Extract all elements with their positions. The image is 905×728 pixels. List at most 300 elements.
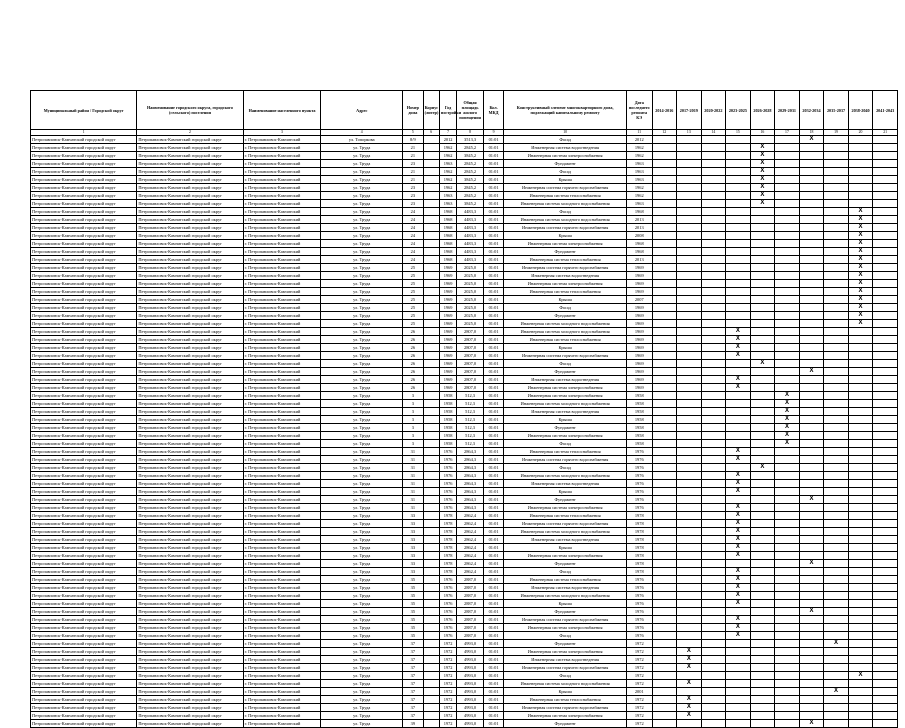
structural-element-cell: Фасад (504, 672, 627, 680)
district-cell: Петропавловск-Камчатский городской округ (31, 656, 137, 664)
period-cell (824, 672, 849, 680)
street-cell: ул. Труда (321, 448, 403, 456)
period-cell (677, 608, 702, 616)
table-row (31, 192, 898, 200)
mkd-count-cell: 01:01 (483, 552, 503, 560)
build-year-cell: 1969 (439, 368, 456, 376)
period-cell (652, 264, 677, 272)
build-year-cell: 1968 (439, 232, 456, 240)
last-repair-cell: 1976 (626, 592, 652, 600)
period-cell (652, 656, 677, 664)
period-cell (652, 544, 677, 552)
period-cell: X (677, 656, 702, 664)
house-number-cell: 37 (403, 704, 423, 712)
period-cell (750, 608, 775, 616)
settlement-cell: Петропавловск-Камчатский городской округ (137, 592, 243, 600)
period-cell: X (726, 504, 751, 512)
period-cell (677, 384, 702, 392)
period-cell: X (775, 424, 800, 432)
period-cell (873, 264, 898, 272)
period-cell (726, 640, 751, 648)
house-number-cell: 26 (403, 360, 423, 368)
district-cell: Петропавловск-Камчатский городской округ (31, 288, 137, 296)
period-cell (848, 144, 873, 152)
floor-area-cell: 2864,3 (457, 472, 484, 480)
mkd-count-cell: 01:01 (483, 472, 503, 480)
period-cell (726, 168, 751, 176)
mkd-count-cell: 01:01 (483, 344, 503, 352)
mkd-count-cell: 01:01 (483, 416, 503, 424)
building-letter-cell (423, 608, 439, 616)
structural-element-cell: Фундамент (504, 496, 627, 504)
table-row (31, 296, 898, 304)
period-cell: X (726, 520, 751, 528)
table-row (31, 136, 898, 144)
period-cell (799, 184, 824, 192)
period-cell (775, 304, 800, 312)
period-cell (750, 296, 775, 304)
locality-cell: г. Петропавловск-Камчатский (243, 384, 321, 392)
settlement-cell: Петропавловск-Камчатский городской округ (137, 432, 243, 440)
locality-cell: г. Петропавловск-Камчатский (243, 520, 321, 528)
last-repair-cell: 1969 (626, 336, 652, 344)
district-cell: Петропавловск-Камчатский городской округ (31, 712, 137, 720)
period-cell (873, 344, 898, 352)
period-cell (750, 264, 775, 272)
build-year-cell: 1978 (439, 568, 456, 576)
last-repair-cell: 1969 (626, 320, 652, 328)
mkd-count-cell: 01:01 (483, 560, 503, 568)
period-cell (775, 480, 800, 488)
period-cell (750, 512, 775, 520)
last-repair-cell: 1962 (626, 184, 652, 192)
period-cell (701, 640, 726, 648)
period-cell (824, 632, 849, 640)
locality-cell: г. Петропавловск-Камчатский (243, 720, 321, 728)
period-cell (677, 464, 702, 472)
build-year-cell: 1962 (439, 168, 456, 176)
period-cell (750, 368, 775, 376)
period-cell (873, 136, 898, 144)
locality-cell: г. Петропавловск-Камчатский (243, 432, 321, 440)
period-cell (799, 400, 824, 408)
house-number-cell: 26 (403, 344, 423, 352)
district-cell: Петропавловск-Камчатский городской округ (31, 400, 137, 408)
floor-area-cell: 2864,3 (457, 488, 484, 496)
period-cell (677, 240, 702, 248)
period-cell (799, 664, 824, 672)
mkd-count-cell: 01:01 (483, 408, 503, 416)
district-cell: Петропавловск-Камчатский городской округ (31, 376, 137, 384)
last-repair-cell: 1972 (626, 680, 652, 688)
district-cell: Петропавловск-Камчатский городской округ (31, 224, 137, 232)
last-repair-cell: 1976 (626, 600, 652, 608)
last-repair-cell: 1976 (626, 472, 652, 480)
period-cell (873, 528, 898, 536)
column-index: 16 (750, 130, 775, 136)
street-cell: ул. Труда (321, 208, 403, 216)
period-cell (726, 656, 751, 664)
period-cell: X (726, 384, 751, 392)
building-letter-cell (423, 416, 439, 424)
period-cell (775, 352, 800, 360)
locality-cell: г. Петропавловск-Камчатский (243, 448, 321, 456)
settlement-cell: Петропавловск-Камчатский городской округ (137, 352, 243, 360)
house-number-cell: 3 (403, 416, 423, 424)
build-year-cell: 1976 (439, 584, 456, 592)
street-cell: ул. Труда (321, 424, 403, 432)
settlement-cell: Петропавловск-Камчатский городской округ (137, 280, 243, 288)
period-cell (848, 576, 873, 584)
street-cell: ул. Труда (321, 216, 403, 224)
settlement-cell: Петропавловск-Камчатский городской округ (137, 224, 243, 232)
period-cell (873, 496, 898, 504)
table-row (31, 496, 898, 504)
period-cell (652, 496, 677, 504)
period-cell (701, 256, 726, 264)
period-cell (701, 224, 726, 232)
floor-area-cell: 2807,0 (457, 376, 484, 384)
structural-element-cell: Инженерная система горячего водоснабжения (504, 184, 627, 192)
period-cell (701, 432, 726, 440)
building-letter-cell (423, 240, 439, 248)
period-cell (799, 416, 824, 424)
period-cell (701, 368, 726, 376)
period-cell (848, 560, 873, 568)
build-year-cell: 1958 (439, 432, 456, 440)
build-year-cell: 1978 (439, 544, 456, 552)
build-year-cell: 1958 (439, 392, 456, 400)
period-cell (750, 656, 775, 664)
settlement-cell: Петропавловск-Камчатский городской округ (137, 168, 243, 176)
period-cell: X (726, 624, 751, 632)
period-cell (652, 280, 677, 288)
period-cell (677, 352, 702, 360)
period-cell (873, 512, 898, 520)
period-cell (677, 248, 702, 256)
structural-element-cell: Инженерная система холодного водоснабжения (504, 200, 627, 208)
mkd-count-cell: 01:01 (483, 680, 503, 688)
period-cell (799, 264, 824, 272)
building-letter-cell (423, 624, 439, 632)
structural-element-cell: Инженерная система электроснабжения (504, 552, 627, 560)
house-number-cell: 3 (403, 400, 423, 408)
build-year-cell: 1969 (439, 312, 456, 320)
period-cell (726, 560, 751, 568)
period-cell (652, 160, 677, 168)
floor-area-cell: 2887,0 (457, 576, 484, 584)
floor-area-cell: 2862,4 (457, 560, 484, 568)
period-cell (677, 432, 702, 440)
building-letter-cell (423, 688, 439, 696)
build-year-cell: 1962 (439, 184, 456, 192)
period-cell (726, 360, 751, 368)
house-number-cell: 35 (403, 632, 423, 640)
floor-area-cell: 4993,0 (457, 720, 484, 728)
house-number-cell: 35 (403, 592, 423, 600)
period-cell: X (848, 320, 873, 328)
period-cell (677, 504, 702, 512)
period-cell (750, 224, 775, 232)
last-repair-cell: 2012 (626, 136, 652, 144)
table-row (31, 272, 898, 280)
period-cell (873, 688, 898, 696)
street-cell: ул. Труда (321, 184, 403, 192)
column-index: 2 (137, 130, 243, 136)
period-cell (726, 152, 751, 160)
floor-area-cell: 512,3 (457, 416, 484, 424)
house-number-cell: 23 (403, 200, 423, 208)
period-cell (701, 584, 726, 592)
settlement-cell: Петропавловск-Камчатский городской округ (137, 448, 243, 456)
settlement-cell: Петропавловск-Камчатский городской округ (137, 512, 243, 520)
locality-cell: г. Петропавловск-Камчатский (243, 616, 321, 624)
period-cell (824, 168, 849, 176)
district-cell: Петропавловск-Камчатский городской округ (31, 600, 137, 608)
house-number-cell: 21 (403, 144, 423, 152)
period-cell (775, 368, 800, 376)
period-cell (701, 312, 726, 320)
period-cell: X (848, 232, 873, 240)
column-index: 13 (677, 130, 702, 136)
structural-element-cell: Инженерная система горячего водоснабжения (504, 264, 627, 272)
period-cell (824, 248, 849, 256)
street-cell: ул. Труда (321, 480, 403, 488)
period-cell (873, 536, 898, 544)
floor-area-cell: 2864,3 (457, 448, 484, 456)
structural-element-cell: Фасад (504, 304, 627, 312)
house-number-cell: 24 (403, 224, 423, 232)
street-cell: ул. Труда (321, 688, 403, 696)
period-cell: X (799, 368, 824, 376)
locality-cell: г. Петропавловск-Камчатский (243, 624, 321, 632)
mkd-count-cell: 01:01 (483, 664, 503, 672)
district-cell: Петропавловск-Камчатский городской округ (31, 536, 137, 544)
table-row (31, 360, 898, 368)
house-number-cell: 25 (403, 304, 423, 312)
period-cell (677, 160, 702, 168)
settlement-cell: Петропавловск-Камчатский городской округ (137, 584, 243, 592)
period-cell (701, 504, 726, 512)
period-cell (652, 312, 677, 320)
structural-element-cell: Крыша (504, 600, 627, 608)
structural-element-cell: Инженерная система теплоснабжения (504, 256, 627, 264)
house-number-cell: 25 (403, 272, 423, 280)
period-cell (677, 544, 702, 552)
period-cell (775, 528, 800, 536)
period-cell (873, 328, 898, 336)
building-letter-cell (423, 368, 439, 376)
period-cell (750, 336, 775, 344)
period-cell (824, 328, 849, 336)
district-cell: Петропавловск-Камчатский городской округ (31, 344, 137, 352)
table-row (31, 712, 898, 720)
period-cell (701, 384, 726, 392)
period-cell (701, 144, 726, 152)
period-cell (701, 352, 726, 360)
period-cell (873, 712, 898, 720)
period-cell: X (677, 664, 702, 672)
building-letter-cell (423, 256, 439, 264)
period-cell: X (726, 328, 751, 336)
period-cell: X (775, 416, 800, 424)
period-cell (775, 648, 800, 656)
period-cell (873, 624, 898, 632)
house-number-cell: 37 (403, 640, 423, 648)
mkd-count-cell: 01:01 (483, 456, 503, 464)
period-cell (677, 344, 702, 352)
structural-element-cell: Инженерная система теплоснабжения (504, 192, 627, 200)
period-cell (799, 688, 824, 696)
settlement-cell: Петропавловск-Камчатский городской округ (137, 472, 243, 480)
locality-cell: г. Петропавловск-Камчатский (243, 416, 321, 424)
structural-element-cell: Фасад (504, 208, 627, 216)
period-cell (701, 672, 726, 680)
period-cell (726, 712, 751, 720)
period-cell (824, 576, 849, 584)
build-year-cell: 1976 (439, 496, 456, 504)
build-year-cell: 1962 (439, 144, 456, 152)
period-cell (677, 176, 702, 184)
period-cell (750, 440, 775, 448)
floor-area-cell: 3513,3 (457, 136, 484, 144)
column-header: Год постройки (439, 91, 456, 130)
period-cell (873, 504, 898, 512)
period-cell (677, 288, 702, 296)
house-number-cell: 35 (403, 600, 423, 608)
locality-cell: г. Петропавловск-Камчатский (243, 424, 321, 432)
table-row (31, 304, 898, 312)
period-cell (824, 224, 849, 232)
period-cell (848, 488, 873, 496)
period-cell (775, 240, 800, 248)
district-cell: Петропавловск-Камчатский городской округ (31, 528, 137, 536)
period-cell: X (726, 632, 751, 640)
period-cell (848, 544, 873, 552)
period-cell (701, 688, 726, 696)
period-cell (775, 176, 800, 184)
period-cell (873, 640, 898, 648)
period-cell (677, 672, 702, 680)
mkd-count-cell: 01:01 (483, 616, 503, 624)
period-cell (848, 632, 873, 640)
period-cell (701, 160, 726, 168)
period-cell (848, 648, 873, 656)
period-cell (701, 376, 726, 384)
period-cell: X (726, 488, 751, 496)
period-cell (873, 360, 898, 368)
last-repair-cell: 1969 (626, 272, 652, 280)
structural-element-cell: Инженерная система холодного водоснабжения (504, 328, 627, 336)
last-repair-cell: 1978 (626, 512, 652, 520)
house-number-cell: 33 (403, 552, 423, 560)
period-cell (799, 304, 824, 312)
settlement-cell: Петропавловск-Камчатский городской округ (137, 504, 243, 512)
period-cell (824, 680, 849, 688)
period-cell (775, 264, 800, 272)
period-cell (873, 656, 898, 664)
period-cell (677, 472, 702, 480)
period-cell (873, 608, 898, 616)
period-cell (652, 672, 677, 680)
building-letter-cell (423, 440, 439, 448)
period-cell (799, 712, 824, 720)
period-cell (799, 328, 824, 336)
period-cell (677, 400, 702, 408)
period-cell (873, 288, 898, 296)
settlement-cell: Петропавловск-Камчатский городской округ (137, 696, 243, 704)
period-cell (750, 280, 775, 288)
mkd-count-cell: 01:01 (483, 584, 503, 592)
last-repair-cell: 1976 (626, 448, 652, 456)
period-cell: X (848, 264, 873, 272)
mkd-count-cell: 01:01 (483, 184, 503, 192)
period-cell (677, 408, 702, 416)
period-cell (873, 400, 898, 408)
period-cell (652, 296, 677, 304)
column-index: 17 (775, 130, 800, 136)
house-number-cell: 33 (403, 560, 423, 568)
period-cell (701, 592, 726, 600)
period-cell (652, 272, 677, 280)
street-cell: ул. Труда (321, 536, 403, 544)
period-cell (652, 632, 677, 640)
period-cell (726, 424, 751, 432)
last-repair-cell: 1969 (626, 368, 652, 376)
district-cell: Петропавловск-Камчатский городской округ (31, 696, 137, 704)
district-cell: Петропавловск-Камчатский городской округ (31, 560, 137, 568)
locality-cell: г. Петропавловск-Камчатский (243, 504, 321, 512)
last-repair-cell: 1969 (626, 376, 652, 384)
mkd-count-cell: 01:01 (483, 720, 503, 728)
period-cell (750, 496, 775, 504)
period-cell (726, 232, 751, 240)
mkd-count-cell: 01:01 (483, 376, 503, 384)
settlement-cell: Петропавловск-Камчатский городской округ (137, 384, 243, 392)
period-cell (848, 448, 873, 456)
build-year-cell: 1962 (439, 176, 456, 184)
structural-element-cell: Инженерная система электроснабжения (504, 712, 627, 720)
period-cell (677, 232, 702, 240)
district-cell: Петропавловск-Камчатский городской округ (31, 616, 137, 624)
settlement-cell: Петропавловск-Камчатский городской округ (137, 264, 243, 272)
period-cell (848, 344, 873, 352)
settlement-cell: Петропавловск-Камчатский городской округ (137, 488, 243, 496)
floor-area-cell: 2887,0 (457, 600, 484, 608)
period-cell (848, 504, 873, 512)
locality-cell: г. Петропавловск-Камчатский (243, 184, 321, 192)
street-cell: ул. Труда (321, 152, 403, 160)
house-number-cell: 33 (403, 528, 423, 536)
locality-cell: г. Петропавловск-Камчатский (243, 664, 321, 672)
period-cell (799, 648, 824, 656)
structural-element-cell: Инженерная система горячего водоснабжения (504, 520, 627, 528)
build-year-cell: 1958 (439, 424, 456, 432)
floor-area-cell: 3845,2 (457, 176, 484, 184)
period-cell (824, 552, 849, 560)
period-cell (701, 496, 726, 504)
period-cell (775, 544, 800, 552)
period-cell (652, 336, 677, 344)
period-cell (824, 648, 849, 656)
floor-area-cell: 3845,2 (457, 152, 484, 160)
period-cell (873, 352, 898, 360)
period-cell (726, 192, 751, 200)
period-cell (677, 296, 702, 304)
floor-area-cell: 4483,3 (457, 240, 484, 248)
building-letter-cell (423, 208, 439, 216)
period-cell (873, 520, 898, 528)
